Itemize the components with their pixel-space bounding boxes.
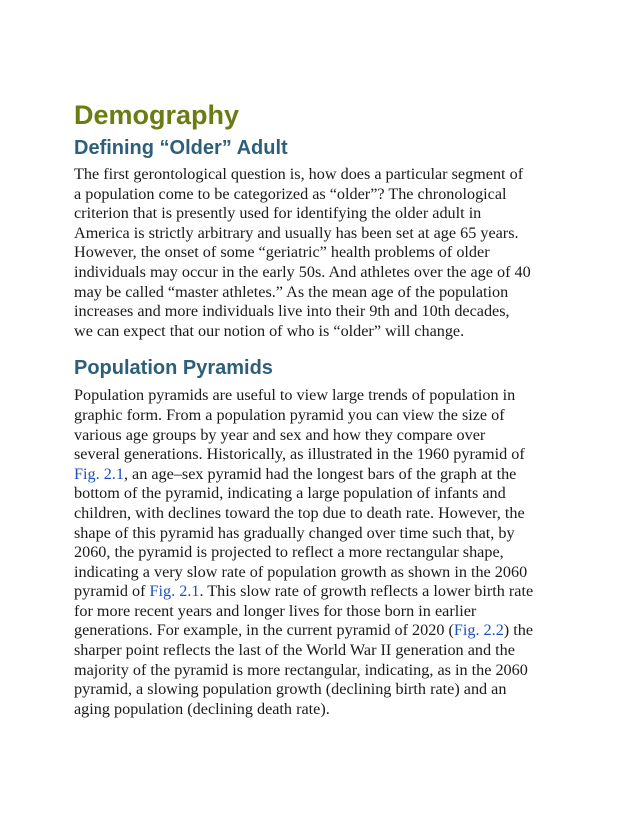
section-heading-defining-older-adult: Defining “Older” Adult	[74, 137, 288, 159]
text-fragment: pyramid of	[74, 582, 150, 601]
text-line: indicating a very slow rate of population growth as shown in the 2060	[74, 562, 528, 581]
text-line: The first gerontological question is, how does a particular segment of	[74, 165, 524, 183]
paragraph-defining-older-adult	[74, 165, 554, 341]
text-line	[74, 582, 554, 602]
text-line: a population come to be categorized as “older”? The chronological	[74, 184, 507, 203]
text-fragment: . This slow rate of growth reflects a lower birth rate	[199, 582, 534, 601]
text-line: children, with declines toward the top due to death rate. However, the	[74, 503, 525, 522]
text-line: sharper point reflects the last of the World War II generation and the	[74, 641, 515, 660]
text-fragment: ) the	[503, 621, 534, 640]
text-line: for more recent years and longer lives for those born in earlier	[74, 601, 477, 620]
text-line	[74, 621, 554, 641]
text-line: we can expect that our notion of who is “older” will change.	[74, 321, 465, 340]
text-line: several generations. Historically, as illustrated in the 1960 pyramid of	[74, 445, 525, 464]
text-line: criterion that is presently used for identifying the older adult in	[74, 204, 482, 223]
figure-link-fig-2-1[interactable]: Fig. 2.1	[149, 582, 200, 601]
text-fragment: generations. For example, in the current pyramid of 2020 (	[74, 621, 454, 640]
text-line: bottom of the pyramid, indicating a large population of infants and	[74, 484, 506, 503]
section-heading-population-pyramids: Population Pyramids	[74, 357, 273, 380]
text-line: aging population (declining death rate).	[74, 699, 330, 718]
text-fragment: , an age–sex pyramid had the longest bars of the graph at the	[123, 464, 517, 483]
text-line: 2060, the pyramid is projected to reflect a more rectangular shape,	[74, 543, 504, 562]
paragraph-population-pyramids	[74, 386, 554, 719]
text-line: Population pyramids are useful to view large trends of population in	[74, 386, 516, 405]
text-line: shape of this pyramid has gradually changed over time such that, by	[74, 523, 515, 542]
document-page	[74, 98, 574, 719]
text-line: various age groups by year and sex and how they compare over	[74, 425, 486, 444]
figure-link-fig-2-1[interactable]: Fig. 2.1	[74, 464, 124, 483]
text-line	[74, 465, 554, 485]
text-line: graphic form. From a population pyramid you can view the size of	[74, 405, 505, 424]
text-line: individuals may occur in the early 50s. And athletes over the age of 40	[74, 262, 531, 281]
text-line: pyramid, a slowing population growth (declining birth rate) and an	[74, 680, 507, 699]
figure-link-fig-2-2[interactable]: Fig. 2.2	[453, 621, 504, 640]
text-line: However, the onset of some “geriatric” health problems of older	[74, 243, 490, 262]
text-line: may be called “master athletes.” As the mean age of the population	[74, 282, 509, 301]
text-line: majority of the pyramid is more rectangular, indicating, as in the 2060	[74, 660, 528, 679]
text-line: increases and more individuals live into their 9th and 10th decades,	[74, 302, 510, 321]
text-line: America is strictly arbitrary and usually has been set at age 65 years.	[74, 223, 519, 242]
chapter-heading: Demography	[74, 100, 240, 130]
